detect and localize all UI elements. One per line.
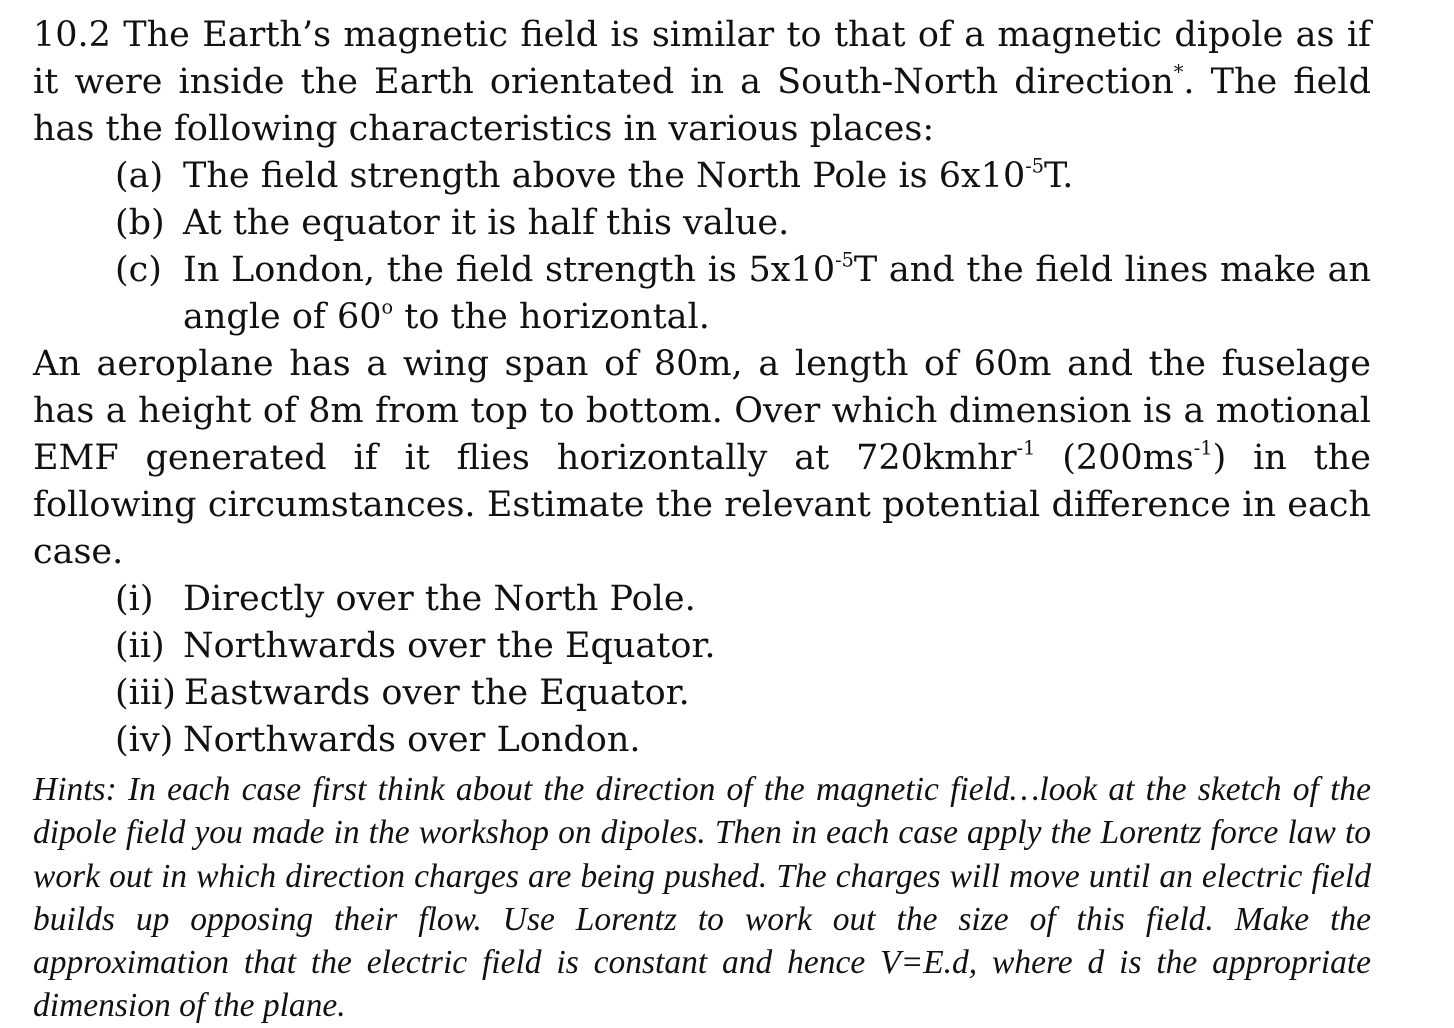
- intro-text-end: . The field has the following characteristics in various places:: [33, 62, 1371, 149]
- list-marker: (ii): [115, 626, 165, 666]
- list-marker: (b): [115, 203, 165, 243]
- case-ii: [33, 623, 1371, 670]
- conditions-list: [33, 153, 1371, 341]
- case-i: [33, 576, 1371, 623]
- exponent: -5: [1025, 154, 1045, 178]
- degree-symbol: o: [381, 295, 394, 319]
- list-marker: (iii): [115, 673, 176, 713]
- problem-intro: [33, 12, 1371, 153]
- case-text: Eastwards over the Equator.: [183, 673, 690, 713]
- condition-a: [33, 153, 1371, 200]
- list-marker: (i): [115, 579, 154, 619]
- footnote-mark: *: [1173, 60, 1184, 84]
- cases-list: [33, 576, 1371, 764]
- intro-text: 10.2 The Earth’s magnetic field is similar to that of a magnetic dipole as if it were inside the Earth orientated in a South-North direction: [33, 15, 1371, 102]
- case-text: Directly over the North Pole.: [183, 579, 696, 619]
- problem-document: [33, 12, 1371, 1028]
- scenario-paragraph: An aeroplane has a wing span of 80m, a length of 60m and the fuselage has a height of 8m from top to bottom. Over which dimension is a motional EMF generated if it flies horizontally at 720kmhr$^{-1}$ $(200ms^{-1})$ in the following circumstances. Estimate the relevant potential difference in each case.: [33, 344, 1371, 572]
- case-text: Northwards over the Equator.: [183, 626, 716, 666]
- condition-text: In London, the field strength is $5x10^{-5}T$ and the field lines make an angle of 60$^o$ to the horizontal.: [183, 248, 1371, 337]
- condition-text: The field strength above the North Pole is $6x10^{-5}T$.: [183, 154, 1074, 196]
- case-iii: [33, 670, 1371, 717]
- exponent: -1: [1016, 436, 1036, 460]
- case-iv: [33, 717, 1371, 764]
- hints-paragraph: Hints: In each case first think about the direction of the magnetic field…look at the sketch of the dipole field you made in the workshop on dipoles. Then in each case apply the Lorentz force law to work out in which direction charges are being pushed. The charges will move until an electric field builds up opposing their flow. Use Lorentz to work out the size of this field. Make the approximation that the electric field is constant and hence V=E.d, where d is the appropriate dimension of the plane.: [33, 771, 1371, 1025]
- exponent: -5: [835, 248, 854, 272]
- list-marker: (a): [115, 156, 164, 196]
- condition-text: At the equator it is half this value.: [183, 203, 790, 243]
- condition-b: [33, 200, 1371, 247]
- exponent: -1: [1193, 436, 1213, 460]
- condition-c: [33, 247, 1371, 341]
- case-text: Northwards over London.: [183, 720, 641, 760]
- list-marker: (iv): [115, 720, 174, 760]
- list-marker: (c): [115, 250, 162, 290]
